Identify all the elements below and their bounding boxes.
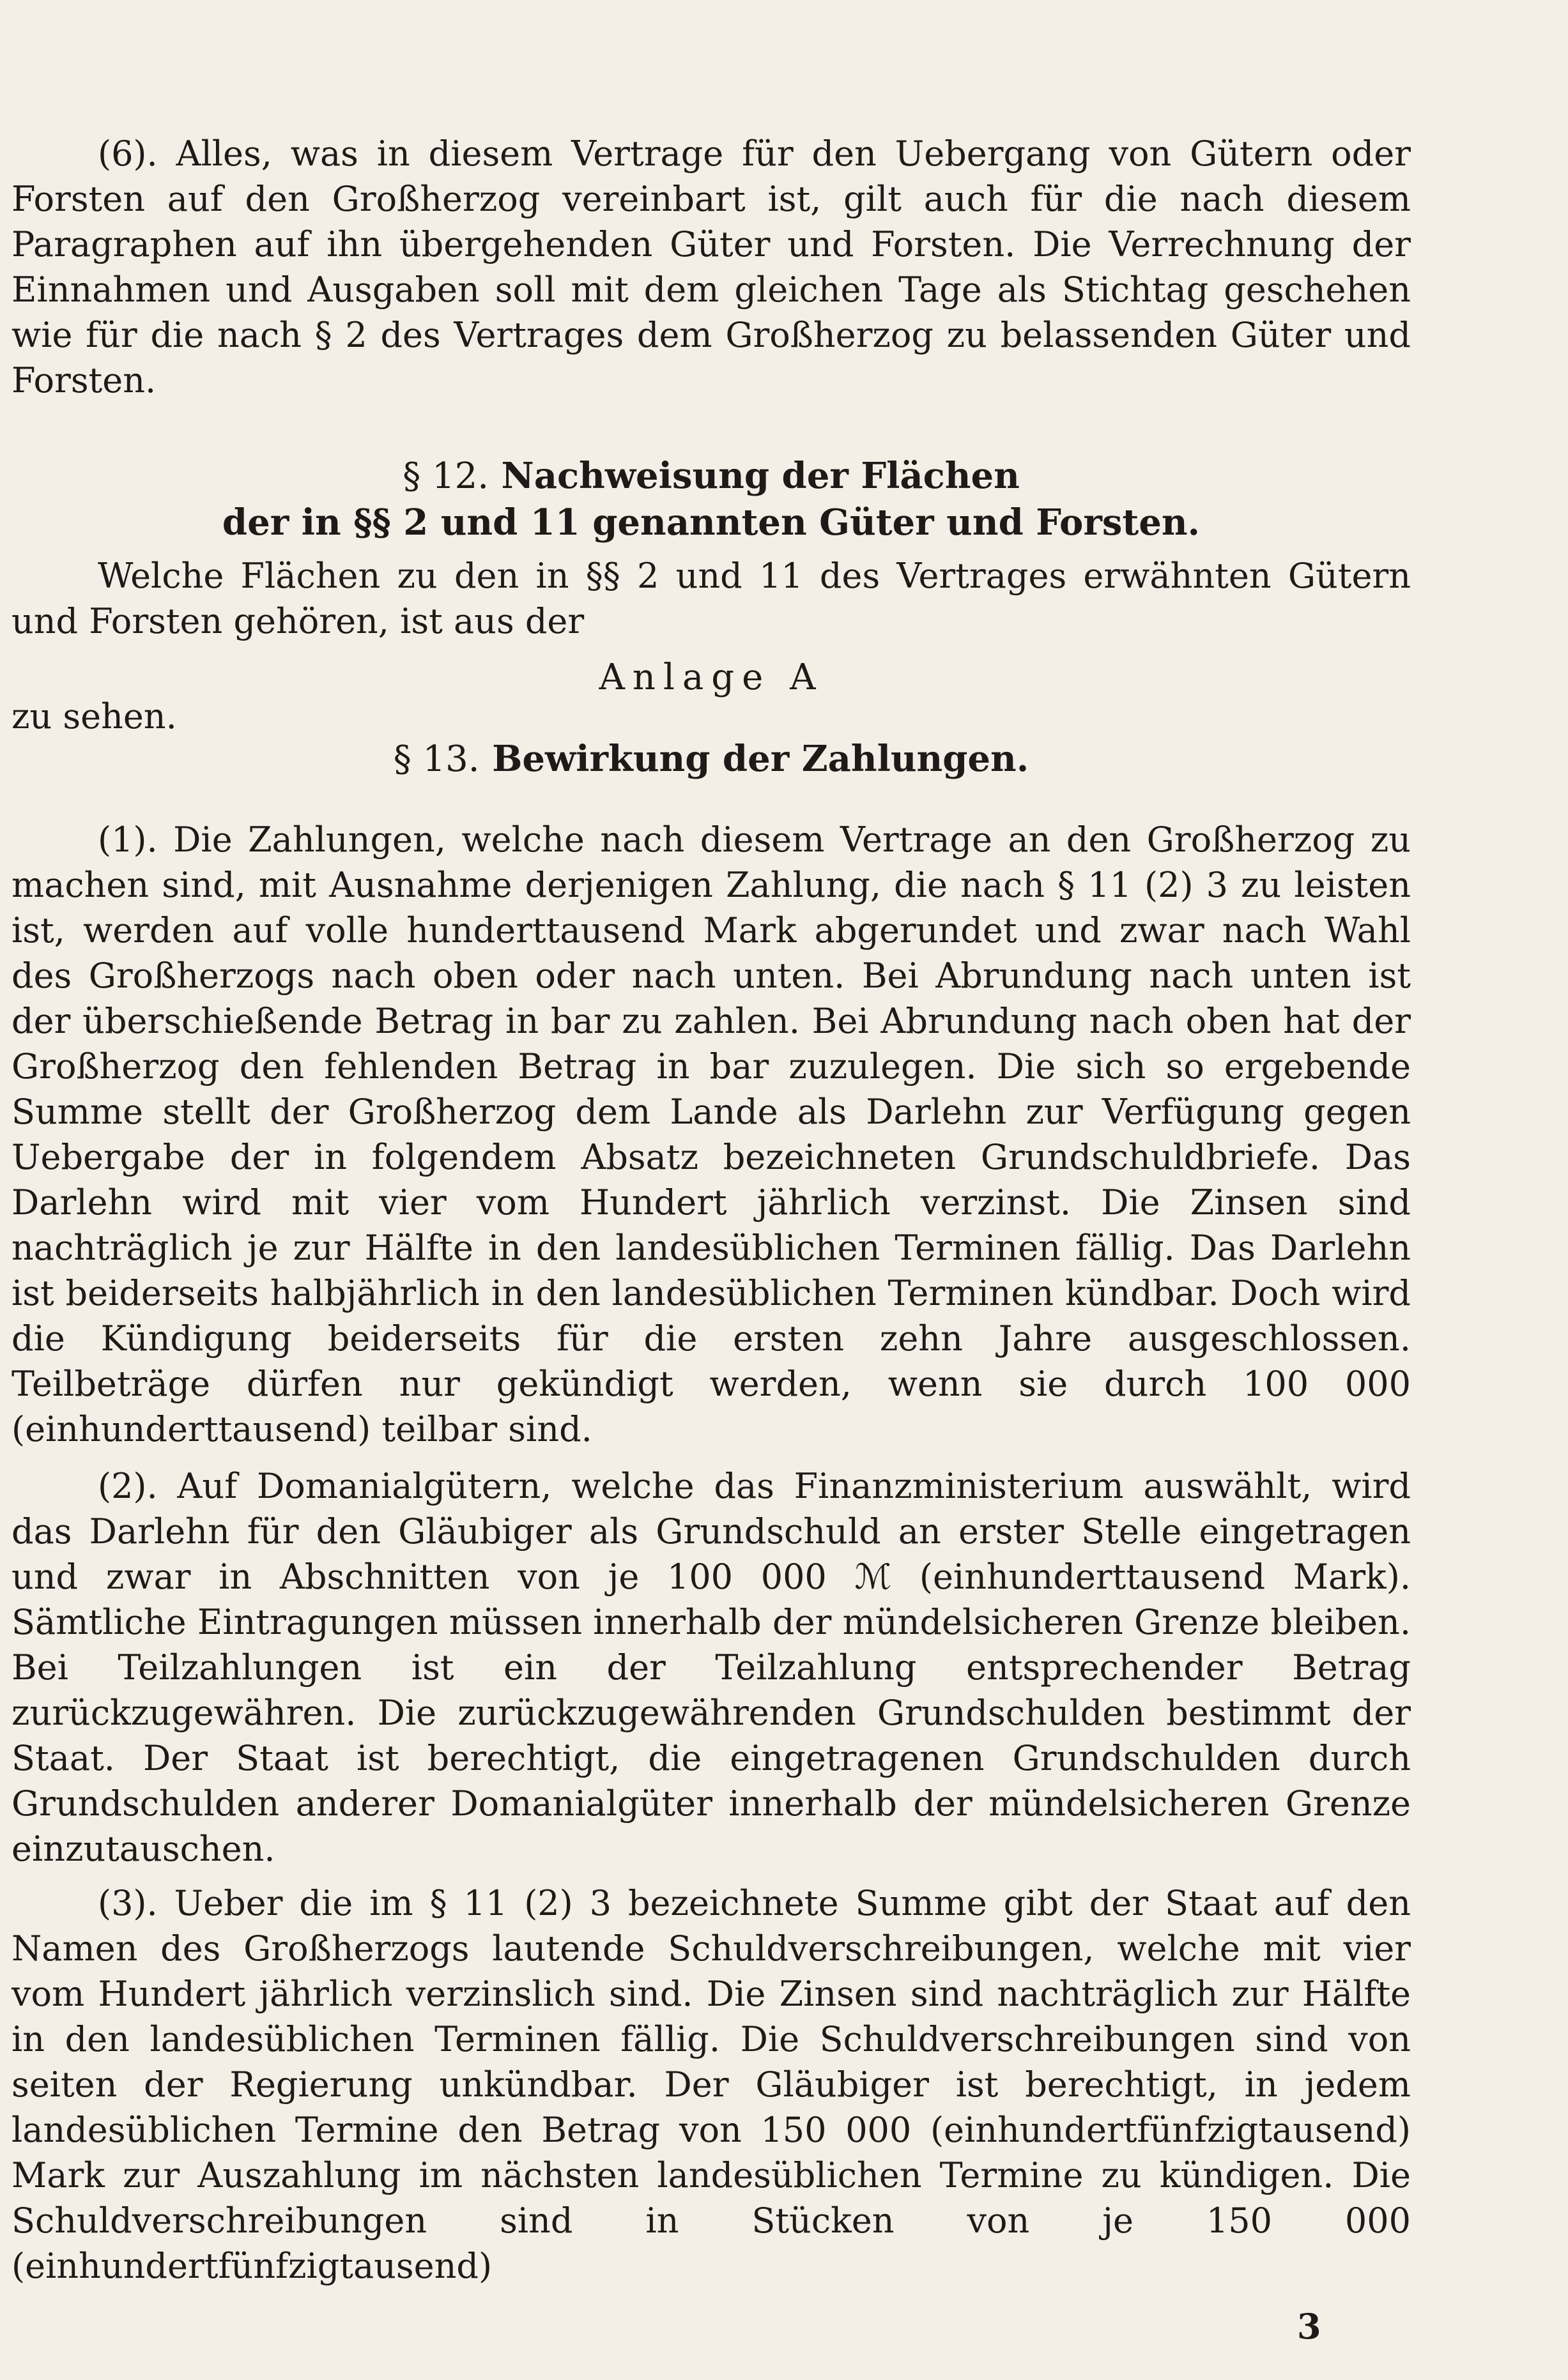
section-13-paragraph-2: (2). Auf Domanialgütern, welche das Finanzministerium auswählt, wird das Darlehn für den Gläubiger als Grundschuld an erster Stelle eingetragen und zwar in Abschnitten von je 100 000 ℳ (einhunderttausend Mark). Sämtliche Eintragungen müssen innerhalb der mündelsicheren Grenze bleiben. Bei Teilzahlungen ist ein der Teilzahlung entsprechender Betrag zurückzugewähren. Die zurückzugewährenden Grundschulden bestimmt der Staat. Der Staat ist berechtigt, die eingetragenen Grundschulden durch Grundschulden anderer Domanialgüter innerhalb der mündelsicheren Grenze einzutauschen. [12, 1466, 1411, 1869]
section-13-paragraph-3: (3). Ueber die im § 11 (2) 3 bezeichnete Summe gibt der Staat auf den Namen des Großherzogs lautende Schuldverschreibungen, welche mit vier vom Hundert jährlich verzinslich sind. Die Zinsen sind nachträglich zur Hälfte in den landesüblichen Terminen fällig. Die Schuldverschreibungen sind von seiten der Regierung unkündbar. Der Gläubiger ist berechtigt, in jedem landesüblichen Termine den Betrag von 150 000 (einhundertfünfzigtausend) Mark zur Auszahlung im nächsten landesüblichen Termine zu kündigen. Die Schuldverschreibungen sind in Stücken von je 150 000 (einhundertfünfzigtausend) [12, 1883, 1411, 2286]
section-12-title-line2: der in §§ 2 und 11 genannten Güter und Forsten. [222, 501, 1201, 544]
section-12-body: Welche Flächen zu den in §§ 2 und 11 des Vertrages erwähnten Gütern und Forsten gehören, ist aus der [12, 556, 1411, 641]
section-12-closing: zu sehen. [12, 696, 177, 736]
page-content [12, 131, 1411, 2289]
paragraph-6: (6). Alles, was in diesem Vertrage für den Uebergang von Gütern oder Forsten auf den Großherzog vereinbart ist, gilt auch für die nach diesem Paragraphen auf ihn übergehenden Güter und Forsten. Die Verrechnung der Einnahmen und Ausgaben soll mit dem gleichen Tage als Stichtag geschehen wie für die nach § 2 des Vertrages dem Großherzog zu belassenden Güter und Forsten. [12, 133, 1411, 400]
annex-reference: Anlage A [599, 657, 824, 698]
section-12-heading [12, 453, 1411, 500]
section-13-heading [12, 736, 1411, 782]
section-12-title-line1: Nachweisung der Flächen [501, 455, 1020, 497]
section-13-number: § 13. [393, 738, 480, 780]
page-number: 3 [1297, 2306, 1321, 2347]
section-13-title: Bewirkung der Zahlungen. [492, 738, 1029, 780]
section-12-number: § 12. [403, 455, 489, 497]
section-13-paragraph-1: (1). Die Zahlungen, welche nach diesem Vertrage an den Großherzog zu machen sind, mit Ausnahme derjenigen Zahlung, die nach § 11 (2) 3 zu leisten ist, werden auf volle hunderttausend Mark abgerundet und zwar nach Wahl des Großherzogs nach oben oder nach unten. Bei Abrundung nach unten ist der überschießende Betrag in bar zu zahlen. Bei Abrundung nach oben hat der Großherzog den fehlenden Betrag in bar zuzulegen. Die sich so ergebende Summe stellt der Großherzog dem Lande als Darlehn zur Verfügung gegen Uebergabe der in folgendem Absatz bezeichneten Grundschuldbriefe. Das Darlehn wird mit vier vom Hundert jährlich verzinst. Die Zinsen sind nachträglich je zur Hälfte in den landesüblichen Terminen fällig. Das Darlehn ist beiderseits halbjährlich in den landesüblichen Terminen kündbar. Doch wird die Kündigung beiderseits für die ersten zehn Jahre ausgeschlossen. Teilbeträge dürfen nur gekündigt werden, wenn sie durch 100 000 (einhunderttausend) teilbar sind. [12, 820, 1411, 1449]
